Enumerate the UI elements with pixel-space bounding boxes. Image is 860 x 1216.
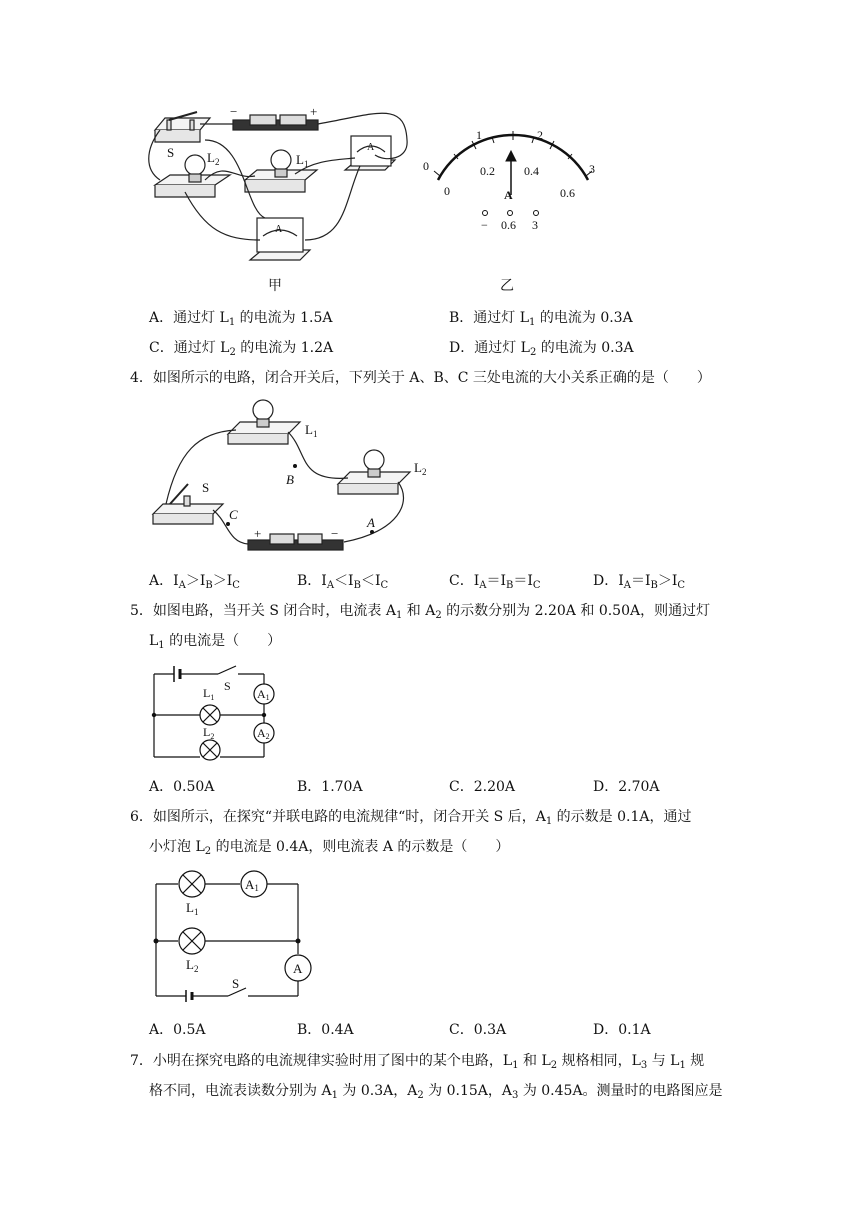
- q3-figure-caption-yi: 乙: [500, 278, 514, 294]
- q3-option-d[interactable]: D．通过灯 $L_2$ 的电流为 0.3A: [449, 340, 634, 358]
- q3-yi-bottom-0-6: 0.6: [560, 186, 575, 200]
- q4-option-a[interactable]: A．$I_A>I_B>I_C$: [149, 573, 240, 591]
- q5-option-c[interactable]: C．2.20A: [449, 779, 515, 795]
- q3-jia-plus: +: [310, 104, 318, 119]
- q3-figure-caption-jia: 甲: [268, 278, 282, 294]
- svg-text:L2: $L_2$: [414, 460, 427, 477]
- q3-yi-top-0: 0: [423, 159, 429, 173]
- q3-option-c[interactable]: C．通过灯 $L_2$ 的电流为 1.2A: [149, 340, 334, 358]
- q3-option-b[interactable]: B．通过灯 $L_1$ 的电流为 0.3A: [449, 310, 633, 328]
- svg-text:L1: $L_1$: [296, 152, 309, 169]
- q6-option-b[interactable]: B．0.4A: [297, 1022, 354, 1038]
- svg-text:A: A: [293, 961, 303, 976]
- q6-figure-circuit: [148, 868, 323, 1003]
- q6-option-d[interactable]: D．0.1A: [593, 1022, 651, 1038]
- svg-text:S: S: [224, 679, 231, 693]
- q5-option-b[interactable]: B．1.70A: [297, 779, 363, 795]
- svg-text:A: A: [275, 224, 283, 235]
- q3-yi-top-3: 3: [589, 162, 595, 176]
- q5-option-a[interactable]: A．0.50A: [149, 779, 215, 795]
- q4-option-d[interactable]: D．$I_A=I_B>I_C$: [593, 573, 686, 591]
- q6-stem-line2: 小灯泡 $L_2$ 的电流是 0.4A，则电流表 A 的示数是（ ）: [149, 839, 510, 857]
- svg-text:L2: $L_2$: [207, 150, 220, 167]
- svg-text:L1: $L_1$: [203, 686, 215, 702]
- svg-text:L1: $L_1$: [186, 900, 199, 917]
- q3-yi-bottom-0-2: 0.2: [480, 164, 495, 178]
- svg-text:S: S: [202, 480, 210, 495]
- q3-yi-terminal-minus: −: [481, 218, 488, 232]
- q3-option-a[interactable]: A．通过灯 $L_1$ 的电流为 1.5A: [149, 310, 333, 328]
- q3-jia-switch-label: S: [167, 145, 175, 160]
- svg-text:A1: A1: [245, 877, 259, 893]
- svg-text:S: S: [232, 976, 240, 991]
- svg-text:A: A: [367, 142, 375, 153]
- q4-option-b[interactable]: B．$I_A<I_B<I_C$: [297, 573, 389, 591]
- svg-text:−: −: [331, 526, 339, 541]
- svg-text:L2: $L_2$: [186, 957, 199, 974]
- q3-figure-yi-meter-scale: [418, 125, 608, 235]
- q3-yi-bottom-0: 0: [444, 184, 450, 198]
- svg-text:A: A: [367, 515, 375, 530]
- q5-stem-line1: 5．如图电路，当开关 S 闭合时，电流表 $A_1$ 和 $A_2$ 的示数分别为 2.20A 和 0.50A，则通过灯: [130, 603, 711, 621]
- q7-stem-line2: 格不同，电流表读数分别为 $A_1$ 为 0.3A，$A_2$ 为 0.15A，$A_3$ 为 0.45A。测量时的电路图应是: [149, 1083, 723, 1101]
- q3-yi-terminal-3: 3: [532, 218, 538, 232]
- svg-text:+: +: [254, 526, 262, 541]
- q3-jia-minus: −: [230, 104, 238, 119]
- q3-figure-jia: [145, 100, 435, 275]
- q5-stem-line2: $L_1$ 的电流是（ ）: [149, 633, 282, 651]
- svg-text:L1: $L_1$: [305, 422, 318, 439]
- q6-stem-line1: 6．如图所示，在探究“并联电路的电流规律“时，闭合开关 S 后，$A_1$ 的示数是 0.1A，通过: [130, 809, 692, 827]
- q3-yi-bottom-0-4: 0.4: [524, 164, 539, 178]
- q5-figure-circuit: [148, 660, 288, 765]
- q6-option-c[interactable]: C．0.3A: [449, 1022, 507, 1038]
- q7-stem-line1: 7．小明在探究电路的电流规律实验时用了图中的某个电路，$L_1$ 和 $L_2$ 规格相同，$L_3$ 与 $L_1$ 规: [130, 1053, 705, 1071]
- q3-yi-top-2: 2: [537, 128, 543, 142]
- svg-text:A1: A1: [257, 687, 270, 702]
- q3-yi-terminal-0-6: 0.6: [501, 218, 516, 232]
- q5-option-d[interactable]: D．2.70A: [593, 779, 660, 795]
- svg-text:A2: A2: [257, 726, 270, 741]
- q4-figure-series-circuit: [148, 392, 438, 562]
- q3-yi-top-1: 1: [476, 128, 482, 142]
- svg-text:L2: $L_2$: [203, 725, 215, 741]
- svg-text:B: B: [286, 472, 294, 487]
- q4-option-c[interactable]: C．$I_A=I_B=I_C$: [449, 573, 541, 591]
- q3-yi-unit: A: [504, 188, 513, 202]
- q6-option-a[interactable]: A．0.5A: [149, 1022, 206, 1038]
- svg-text:C: C: [229, 507, 238, 522]
- q4-stem: 4．如图所示的电路，闭合开关后，下列关于 A、B、C 三处电流的大小关系正确的是（ ）: [130, 370, 711, 386]
